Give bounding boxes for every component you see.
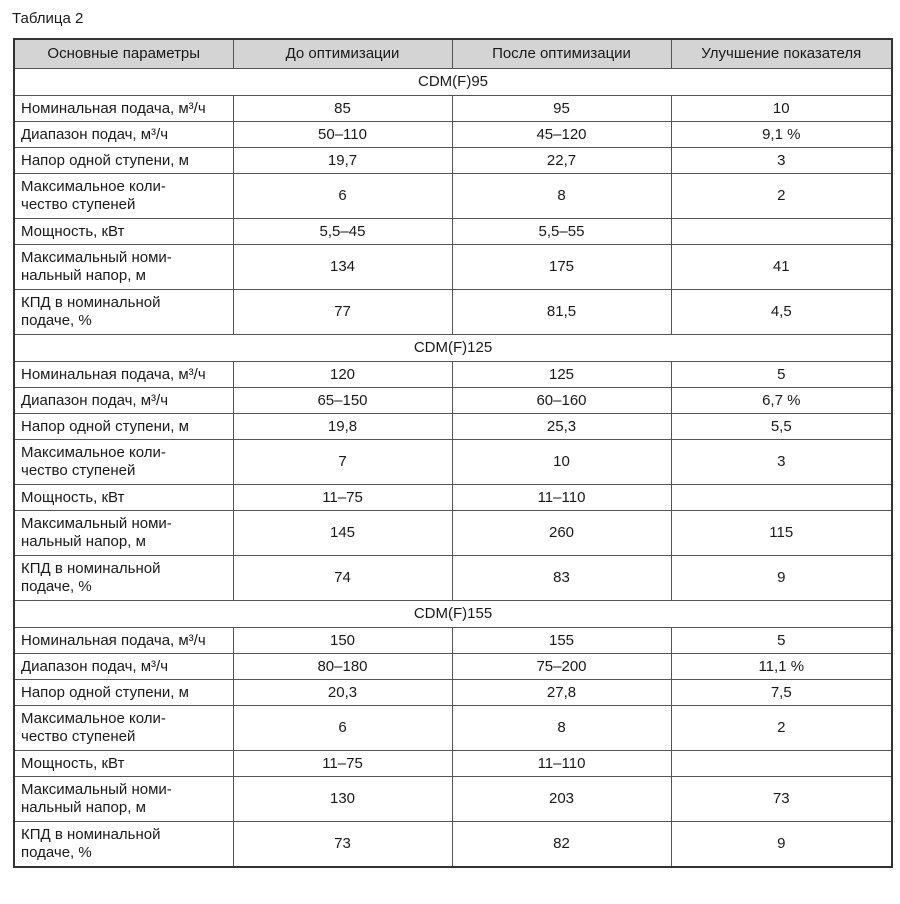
cell-value: 175 xyxy=(548,258,575,275)
cell-value: 145 xyxy=(329,524,356,541)
cell-value: 130 xyxy=(329,790,356,807)
param-label: Номинальная подача, м³/ч xyxy=(21,365,206,383)
table-row xyxy=(14,96,892,122)
improvement-value-cell xyxy=(671,148,892,174)
param-cell xyxy=(14,777,233,822)
improvement-value-cell xyxy=(671,822,892,868)
cell-value: 19,7 xyxy=(327,151,358,169)
table-caption: Таблица 2 xyxy=(12,10,84,27)
before-value-cell xyxy=(233,777,452,822)
improvement-value-cell xyxy=(671,654,892,680)
cell-value: 50–110 xyxy=(318,125,367,143)
before-value-cell xyxy=(233,362,452,388)
table-header-row xyxy=(14,39,892,69)
header-before: До оптимизации xyxy=(233,39,452,69)
group-title: CDM(F)95 xyxy=(14,69,892,96)
table-row xyxy=(14,556,892,601)
param-cell xyxy=(14,485,233,511)
param-label: Номинальная подача, м³/ч xyxy=(21,631,206,649)
cell-value: 2 xyxy=(777,187,786,204)
improvement-value-cell xyxy=(671,556,892,601)
cell-value: 2 xyxy=(777,719,786,736)
after-value-cell xyxy=(452,511,671,556)
before-value-cell xyxy=(233,174,452,219)
before-value-cell xyxy=(233,219,452,245)
param-cell xyxy=(14,290,233,335)
param-label: Максимальный номи- нальный напор, м xyxy=(21,249,172,284)
cell-value: 6,7 % xyxy=(762,391,801,409)
cell-value: 8 xyxy=(557,719,566,736)
param-cell xyxy=(14,148,233,174)
before-value-cell xyxy=(233,414,452,440)
after-value-cell xyxy=(452,219,671,245)
after-value-cell xyxy=(452,556,671,601)
cell-value: 6 xyxy=(338,187,347,204)
before-value-cell xyxy=(233,556,452,601)
table-row xyxy=(14,174,892,219)
improvement-value-cell xyxy=(671,245,892,290)
after-value-cell xyxy=(452,706,671,751)
cell-value: 8 xyxy=(557,187,566,204)
cell-value: 60–160 xyxy=(536,391,587,409)
cell-value: 150 xyxy=(329,631,356,649)
after-value-cell xyxy=(452,822,671,868)
param-label: Диапазон подач, м³/ч xyxy=(21,657,169,675)
table-row xyxy=(14,777,892,822)
cell-value: 95 xyxy=(553,99,570,117)
after-value-cell xyxy=(452,628,671,654)
param-cell xyxy=(14,440,233,485)
before-value-cell xyxy=(233,751,452,777)
cell-value: 125 xyxy=(548,365,575,383)
after-value-cell xyxy=(452,751,671,777)
cell-value: 260 xyxy=(548,524,575,541)
table-row xyxy=(14,414,892,440)
after-value-cell xyxy=(452,122,671,148)
cell-value: 20,3 xyxy=(327,683,358,701)
improvement-value-cell xyxy=(671,362,892,388)
param-label: Напор одной ступени, м xyxy=(21,151,189,169)
cell-value: 6 xyxy=(338,719,347,736)
param-cell xyxy=(14,511,233,556)
group-title: CDM(F)155 xyxy=(14,601,892,628)
cell-value: 77 xyxy=(334,303,351,320)
cell-value: 10 xyxy=(553,453,570,470)
param-cell xyxy=(14,388,233,414)
after-value-cell xyxy=(452,96,671,122)
cell-value: 120 xyxy=(329,365,356,383)
group-title: CDM(F)125 xyxy=(14,335,892,362)
improvement-value-cell xyxy=(671,485,892,511)
table-row xyxy=(14,511,892,556)
param-cell xyxy=(14,680,233,706)
cell-value: 5 xyxy=(777,365,786,383)
before-value-cell xyxy=(233,245,452,290)
before-value-cell xyxy=(233,388,452,414)
cell-value: 9 xyxy=(777,835,786,852)
cell-value: 75–200 xyxy=(536,657,587,675)
before-value-cell xyxy=(233,290,452,335)
param-label: Максимальное коли- чество ступеней xyxy=(21,178,166,213)
improvement-value-cell xyxy=(671,440,892,485)
cell-value: 7,5 xyxy=(770,683,792,701)
improvement-value-cell xyxy=(671,680,892,706)
after-value-cell xyxy=(452,485,671,511)
after-value-cell xyxy=(452,777,671,822)
table-row xyxy=(14,245,892,290)
header-parameters: Основные параметры xyxy=(14,39,233,69)
table-row xyxy=(14,290,892,335)
cell-value: 9 xyxy=(777,569,786,586)
cell-value: 11–110 xyxy=(537,754,586,772)
cell-value: 9,1 % xyxy=(762,125,801,143)
cell-value: 41 xyxy=(772,258,790,275)
param-cell xyxy=(14,362,233,388)
improvement-value-cell xyxy=(671,751,892,777)
param-cell xyxy=(14,822,233,868)
param-cell xyxy=(14,245,233,290)
param-cell xyxy=(14,706,233,751)
group-header-row xyxy=(14,335,892,362)
cell-value: 203 xyxy=(548,790,575,807)
cell-value: 83 xyxy=(553,569,570,586)
before-value-cell xyxy=(233,706,452,751)
param-label: Номинальная подача, м³/ч xyxy=(21,99,206,117)
param-label: Напор одной ступени, м xyxy=(21,683,189,701)
before-value-cell xyxy=(233,148,452,174)
param-label: Максимальный номи- нальный напор, м xyxy=(21,781,172,816)
table-row xyxy=(14,822,892,868)
cell-value: 155 xyxy=(548,631,575,649)
param-cell xyxy=(14,628,233,654)
improvement-value-cell xyxy=(671,511,892,556)
after-value-cell xyxy=(452,148,671,174)
param-label: Мощность, кВт xyxy=(21,488,125,506)
cell-value: 81,5 xyxy=(546,303,577,320)
after-value-cell xyxy=(452,654,671,680)
before-value-cell xyxy=(233,628,452,654)
param-label: Мощность, кВт xyxy=(21,222,125,240)
table-row xyxy=(14,680,892,706)
param-label: КПД в номинальной подаче, % xyxy=(21,294,161,329)
cell-value: 11–110 xyxy=(537,488,586,506)
cell-value: 5,5 xyxy=(770,417,792,435)
improvement-value-cell xyxy=(671,706,892,751)
improvement-value-cell xyxy=(671,174,892,219)
cell-value: 5,5–55 xyxy=(538,222,585,240)
cell-value: 27,8 xyxy=(546,683,577,701)
param-label: Максимальное коли- чество ступеней xyxy=(21,444,166,479)
param-cell xyxy=(14,654,233,680)
cell-value: 134 xyxy=(329,258,356,275)
before-value-cell xyxy=(233,485,452,511)
cell-value: 11–75 xyxy=(322,488,363,506)
cell-value: 25,3 xyxy=(546,417,577,435)
cell-value: 3 xyxy=(777,453,786,470)
cell-value: 85 xyxy=(334,99,351,117)
table-row xyxy=(14,706,892,751)
improvement-value-cell xyxy=(671,628,892,654)
after-value-cell xyxy=(452,680,671,706)
param-label: Максимальный номи- нальный напор, м xyxy=(21,515,172,550)
param-cell xyxy=(14,122,233,148)
param-label: Максимальное коли- чество ступеней xyxy=(21,710,166,745)
param-cell xyxy=(14,96,233,122)
header-improvement: Улучшение показателя xyxy=(671,39,892,69)
cell-value: 4,5 xyxy=(770,303,792,320)
after-value-cell xyxy=(452,440,671,485)
improvement-value-cell xyxy=(671,219,892,245)
table-row xyxy=(14,485,892,511)
cell-value: 82 xyxy=(553,835,570,852)
param-label: Диапазон подач, м³/ч xyxy=(21,125,169,143)
improvement-value-cell xyxy=(671,388,892,414)
before-value-cell xyxy=(233,96,452,122)
before-value-cell xyxy=(233,122,452,148)
table-row xyxy=(14,628,892,654)
param-cell xyxy=(14,414,233,440)
improvement-value-cell xyxy=(671,122,892,148)
cell-value: 5 xyxy=(777,631,786,649)
cell-value: 11,1 % xyxy=(758,657,805,675)
param-label: Напор одной ступени, м xyxy=(21,417,189,435)
param-label: КПД в номинальной подаче, % xyxy=(21,826,161,861)
parameters-table xyxy=(13,38,893,868)
param-cell xyxy=(14,751,233,777)
after-value-cell xyxy=(452,414,671,440)
improvement-value-cell xyxy=(671,290,892,335)
param-label: Мощность, кВт xyxy=(21,754,125,772)
group-header-row xyxy=(14,601,892,628)
before-value-cell xyxy=(233,654,452,680)
table-row xyxy=(14,440,892,485)
cell-value: 74 xyxy=(334,569,351,586)
header-after: После оптимизации xyxy=(452,39,671,69)
table-row xyxy=(14,654,892,680)
improvement-value-cell xyxy=(671,96,892,122)
table-row xyxy=(14,362,892,388)
group-header-row xyxy=(14,69,892,96)
cell-value: 10 xyxy=(772,99,790,117)
cell-value: 22,7 xyxy=(546,151,577,169)
table-row xyxy=(14,751,892,777)
improvement-value-cell xyxy=(671,777,892,822)
table-row xyxy=(14,122,892,148)
param-label: Диапазон подач, м³/ч xyxy=(21,391,169,409)
improvement-value-cell xyxy=(671,414,892,440)
cell-value: 3 xyxy=(777,151,786,169)
cell-value: 73 xyxy=(772,790,790,807)
param-label: КПД в номинальной подаче, % xyxy=(21,560,161,595)
cell-value: 65–150 xyxy=(317,391,368,409)
before-value-cell xyxy=(233,680,452,706)
cell-value: 115 xyxy=(769,524,794,541)
param-cell xyxy=(14,556,233,601)
param-cell xyxy=(14,174,233,219)
table-row xyxy=(14,148,892,174)
before-value-cell xyxy=(233,822,452,868)
cell-value: 7 xyxy=(338,453,347,470)
after-value-cell xyxy=(452,245,671,290)
cell-value: 19,8 xyxy=(327,417,358,435)
after-value-cell xyxy=(452,174,671,219)
param-cell xyxy=(14,219,233,245)
table-body xyxy=(14,69,892,868)
after-value-cell xyxy=(452,388,671,414)
before-value-cell xyxy=(233,511,452,556)
cell-value: 11–75 xyxy=(322,754,363,772)
before-value-cell xyxy=(233,440,452,485)
cell-value: 73 xyxy=(334,835,351,852)
after-value-cell xyxy=(452,290,671,335)
after-value-cell xyxy=(452,362,671,388)
cell-value: 5,5–45 xyxy=(319,222,366,240)
table-row xyxy=(14,388,892,414)
cell-value: 80–180 xyxy=(317,657,368,675)
table-row xyxy=(14,219,892,245)
cell-value: 45–120 xyxy=(536,125,587,143)
